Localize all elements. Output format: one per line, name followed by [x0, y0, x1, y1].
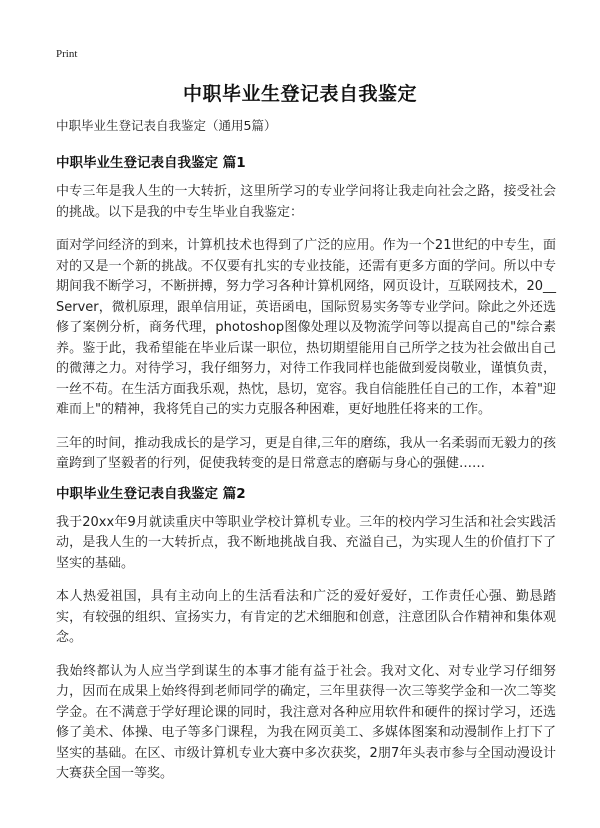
print-link[interactable]: Print	[56, 48, 78, 60]
document-body	[56, 116, 556, 798]
section-heading: 中职毕业生登记表自我鉴定 篇1	[56, 155, 246, 171]
page-title: 中职毕业生登记表自我鉴定	[182, 83, 417, 105]
paragraph: 本人热爱祖国，具有主动向上的生活看法和广泛的爱好爱好，工作责任心强、勤恳踏实，有较强的组织、宣扬实力，有肯定的艺术细胞和创意，注意团队合作精神和集体观念。	[56, 589, 556, 645]
paragraph: 中专三年是我人生的一大转折，这里所学习的专业学问将让我走向社会之路，接受社会的挑战。以下是我的中专生毕业自我鉴定：	[56, 184, 556, 220]
section-1	[56, 153, 556, 475]
paragraph: 面对学问经济的到来，计算机技术也得到了广泛的应用。作为一个21世纪的中专生，面对的又是一个新的挑战。不仅要有扎实的专业技能，还需有更多方面的学问。所以中专期间我不断学习，不断拼搏，努力学习各种计算机网络，网页设计，互联网技术，20__Server，微机原理，跟单信用证，英语函电，国际贸易实务等专业学问。除此之外还选修了案例分析，商务代理，photoshop图像处理以及物流学问等以提高自己的"综合素养。鉴于此，我希望能在毕业后谋一职位，热切期望能用自己所学之技为社会做出自己的微薄之力。对待学习，我仔细努力，对待工作我同样也能做到爱岗敬业，谨慎负责，一丝不苟。在生活方面我乐观，热忱，恳切，宽容。我自信能胜任自己的工作，本着"迎难而上"的精神，我将凭自己的实力克服各种困难，更好地胜任将来的工作。	[56, 238, 556, 417]
section-2	[56, 484, 556, 785]
section-heading: 中职毕业生登记表自我鉴定 篇2	[56, 485, 246, 502]
paragraph: 三年的时间，推动我成长的是学习，更是自律,三年的磨练，我从一名柔弱而无毅力的孩童跨到了坚毅者的行列，促使我转变的是日常意志的磨砺与身心的强健……	[56, 435, 556, 471]
document-subtitle: 中职毕业生登记表自我鉴定（通用5篇）	[56, 118, 277, 133]
paragraph: 我于20xx年9月就读重庆中等职业学校计算机专业。三年的校内学习生活和社会实践活动，是我人生的一大转折点，我不断地挑战自我、充溢自己，为实现人生的价值打下了坚实的基础。	[56, 514, 556, 571]
paragraph: 我始终都认为人应当学到谋生的本事才能有益于社会。我对文化、对专业学习仔细努力，因而在成果上始终得到老师同学的确定，三年里获得一次三等奖学金和一次二等奖学金。在不满意于学好理论课的同时，我注意对各种应用软件和硬件的探讨学习，还选修了美术、体操、电子等多门课程，为我在网页美工、多媒体图案和动漫制作上打下了坚实的基础。在区、市级计算机专业大赛中多次获奖，2朋7年头表市参与全国动漫设计大赛获全国一等奖。	[56, 663, 556, 781]
